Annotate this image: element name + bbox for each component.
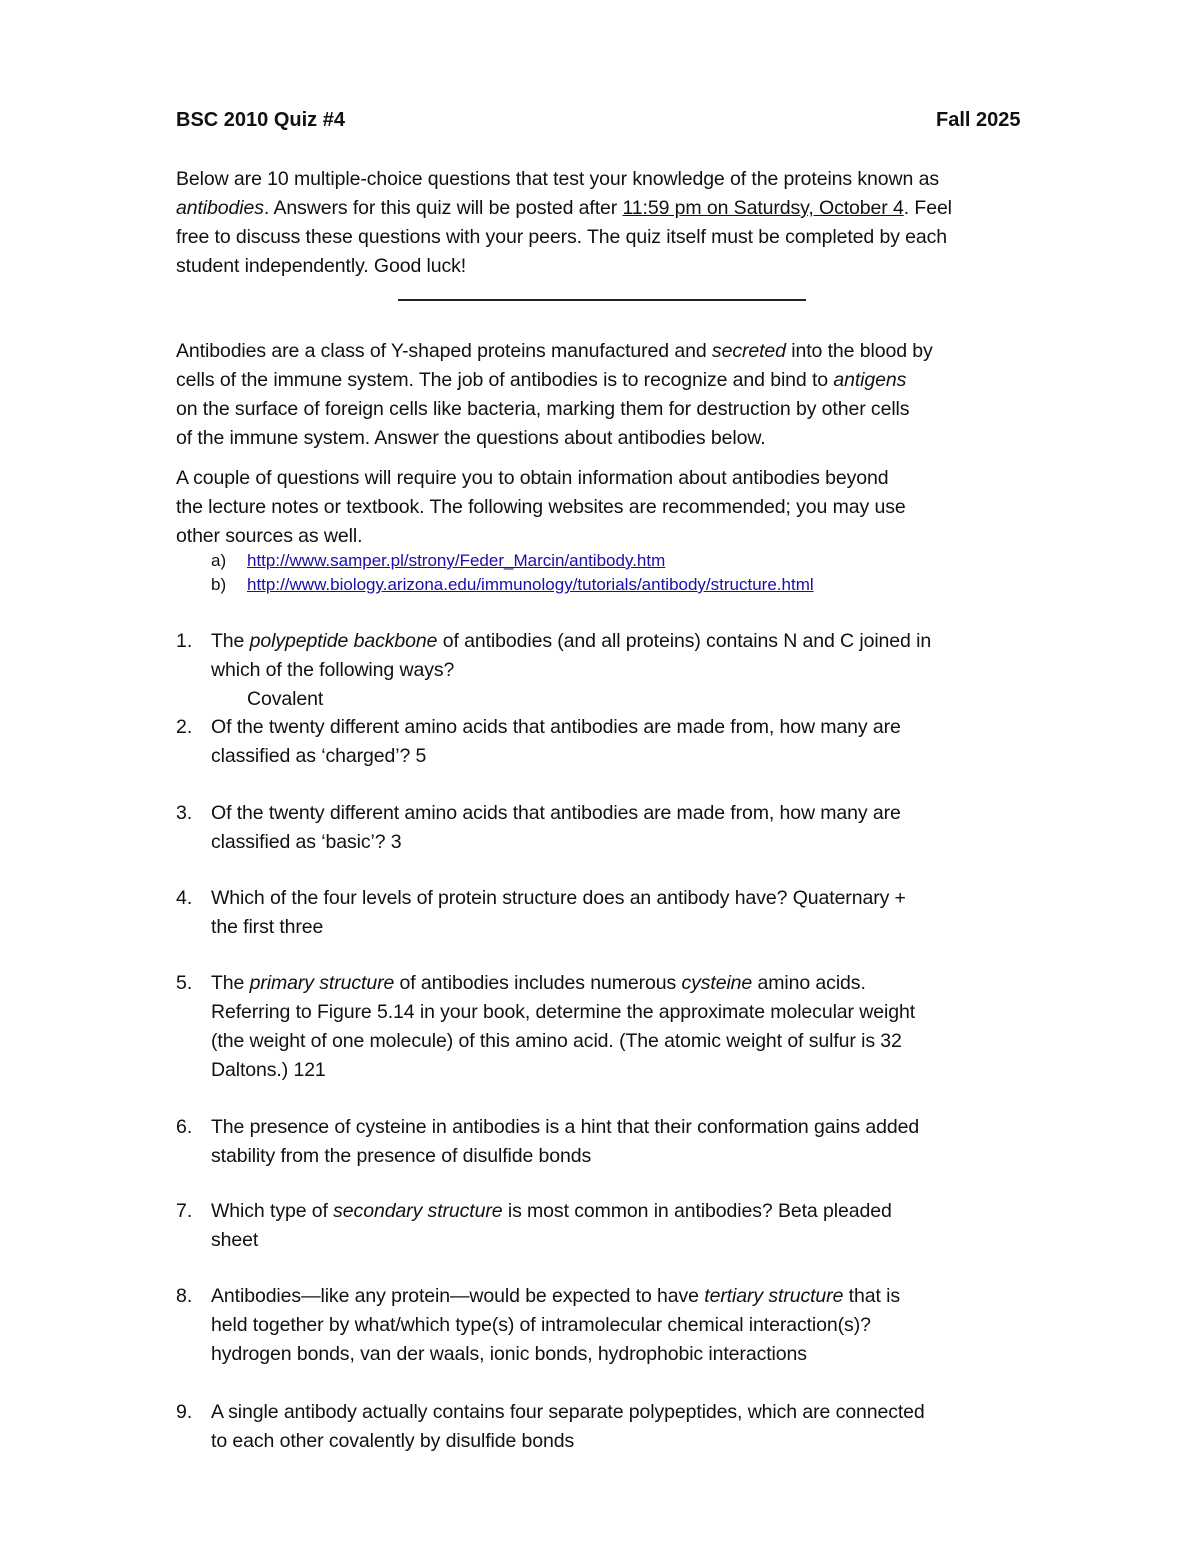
q7-term: secondary structure [333,1200,503,1222]
samper-antibody-link[interactable]: http://www.samper.pl/strony/Feder_Marcin/antibody.htm [247,551,666,570]
question-6-line-2: stability from the presence of disulfide bonds [211,1145,592,1167]
question-number: 4. [176,887,193,909]
question-7-line-1 [211,1197,892,1226]
q5-text-c: amino acids. [752,972,866,994]
intro-antibodies-term: antibodies [176,197,264,219]
q8-text-a: Antibodies—like any protein—would be expected to have [211,1285,705,1307]
section-divider [398,299,806,301]
question-5-line-1 [211,969,866,998]
para2-line-1: A couple of questions will require you to obtain information about antibodies beyond [176,467,889,489]
para1-line-2 [176,366,906,395]
para1-line-1a: Antibodies are a class of Y-shaped proteins manufactured and [176,340,712,362]
question-7-line-2: sheet [211,1229,259,1251]
question-5-line-4: Daltons.) 121 [211,1059,326,1081]
question-3-line-1: Of the twenty different amino acids that antibodies are made from, how many are [211,802,901,824]
question-1-answer: Covalent [247,688,324,710]
question-8-line-1 [211,1282,900,1311]
intro-line-2 [176,194,952,223]
para1-antigens-term: antigens [833,369,907,391]
quiz-title: BSC 2010 Quiz #4 [176,109,345,131]
question-2-line-1: Of the twenty different amino acids that antibodies are made from, how many are [211,716,901,738]
question-6-line-1: The presence of cysteine in antibodies is a hint that their conformation gains added [211,1116,920,1138]
para1-line-4: of the immune system. Answer the questions about antibodies below. [176,427,766,449]
q5-text-b: of antibodies includes numerous [394,972,682,994]
question-number: 6. [176,1116,193,1138]
q1-text-a: The [211,630,250,652]
question-number: 7. [176,1200,193,1222]
semester-label: Fall 2025 [936,109,1021,131]
intro-line-3: free to discuss these questions with your peers. The quiz itself must be completed by each [176,226,948,248]
question-1-line-1 [211,627,931,656]
q5-text-a: The [211,972,250,994]
question-4-line-2: the first three [211,916,324,938]
question-number: 8. [176,1285,193,1307]
question-5-line-2: Referring to Figure 5.14 in your book, determine the approximate molecular weight [211,1001,916,1023]
q8-text-b: that is [843,1285,900,1307]
para1-line-1b: into the blood by [785,340,933,362]
question-8-line-2: held together by what/which type(s) of intramolecular chemical interaction(s)? [211,1314,871,1336]
intro-line-1: Below are 10 multiple-choice questions that test your knowledge of the proteins known as [176,168,939,190]
q1-term: polypeptide backbone [249,630,438,652]
question-4-line-1: Which of the four levels of protein structure does an antibody have? Quaternary + [211,887,906,909]
para1-line-3: on the surface of foreign cells like bacteria, marking them for destruction by other cells [176,398,910,420]
para1-line-2a: cells of the immune system. The job of antibodies is to recognize and bind to [176,369,834,391]
para1-line-1 [176,337,933,366]
question-5-line-3: (the weight of one molecule) of this amino acid. (The atomic weight of sulfur is 32 [211,1030,902,1052]
link-label-a: a) [211,551,227,570]
question-number: 3. [176,802,193,824]
link-label-b: b) [211,575,227,594]
para1-secreted-term: secreted [711,340,786,362]
question-number: 2. [176,716,193,738]
q7-text-a: Which type of [211,1200,334,1222]
intro-line-2-mid: . Answers for this quiz will be posted after [263,197,623,219]
question-number: 5. [176,972,193,994]
question-2-line-2: classified as ‘charged’? 5 [211,745,427,767]
arizona-antibody-structure-link[interactable]: http://www.biology.arizona.edu/immunology/tutorials/antibody/structure.html [247,575,814,594]
q5-term-2: cysteine [681,972,753,994]
q5-term-1: primary structure [249,972,395,994]
question-9-line-1: A single antibody actually contains four separate polypeptides, which are connected [211,1401,925,1423]
question-number: 1. [176,630,193,652]
question-9-line-2: to each other covalently by disulfide bonds [211,1430,575,1452]
para2-line-2: the lecture notes or textbook. The following websites are recommended; you may use [176,496,906,518]
question-1-line-2: which of the following ways? [211,659,455,681]
question-number: 9. [176,1401,193,1423]
answer-posting-deadline: 11:59 pm on Saturdsy, October 4 [622,197,904,219]
q7-text-b: is most common in antibodies? Beta pleaded [502,1200,892,1222]
intro-line-4: student independently. Good luck! [176,255,467,277]
para2-line-3: other sources as well. [176,525,363,547]
question-8-line-3: hydrogen bonds, van der waals, ionic bonds, hydrophobic interactions [211,1343,807,1365]
q1-text-b: of antibodies (and all proteins) contains N and C joined in [437,630,932,652]
question-3-line-2: classified as ‘basic’? 3 [211,831,402,853]
q8-term: tertiary structure [704,1285,844,1307]
intro-line-2-end: . Feel [903,197,952,219]
